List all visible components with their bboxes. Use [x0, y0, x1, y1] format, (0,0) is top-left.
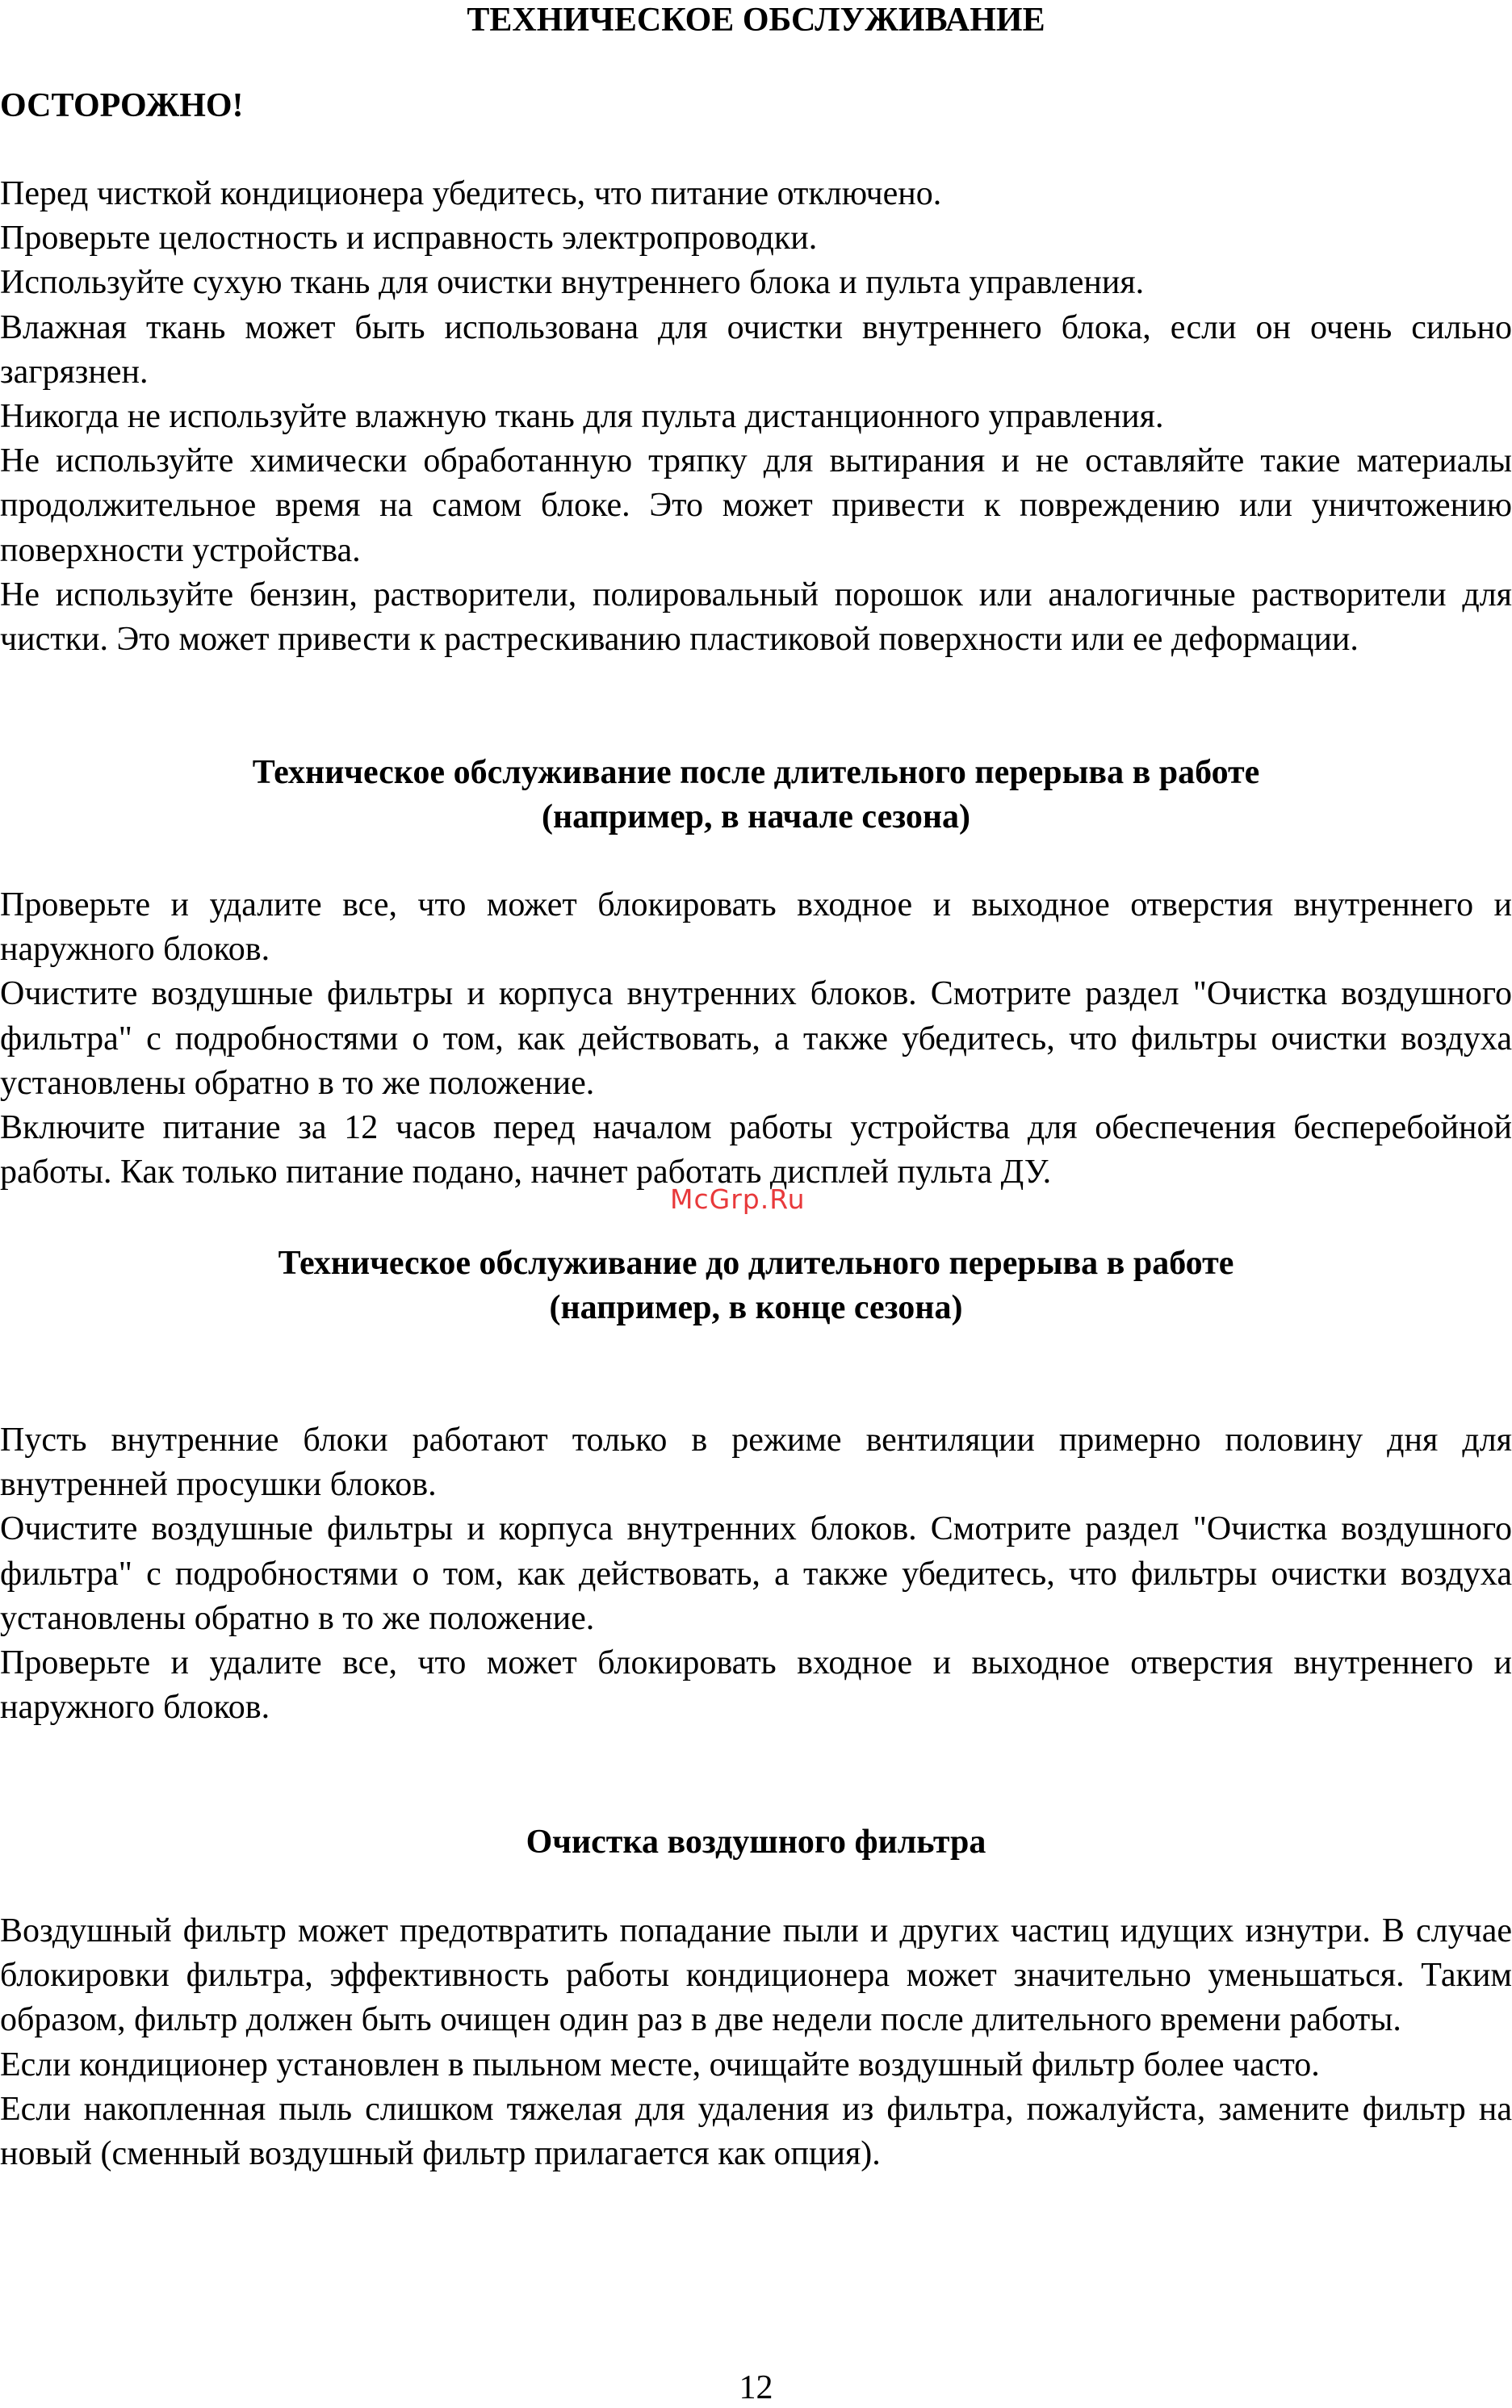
paragraph: Пусть внутренние блоки работают только в режиме вентиляции примерно половину дня для внутренней просушки блоков.: [0, 1422, 1512, 1504]
heading-line: (например, в конце сезона): [549, 1289, 963, 1326]
heading-line: Техническое обслуживание до длительного перерыва в работе: [278, 1245, 1234, 1282]
paragraph: Влажная ткань может быть использована для очистки внутреннего блока, если он очень сильно загрязнен.: [0, 308, 1512, 391]
paragraph: Очистите воздушные фильтры и корпуса внутренних блоков. Смотрите раздел "Очистка воздушного фильтра" с подробностями о том, как действовать, а также убедитесь, что фильтры очистки воздуха установлены обратно в то же положение.: [0, 1510, 1512, 1637]
paragraph: Никогда не используйте влажную ткань для пульта дистанционного управления.: [0, 398, 1164, 436]
section-after-break-body: [0, 883, 1512, 1195]
paragraph: Очистите воздушные фильтры и корпуса внутренних блоков. Смотрите раздел "Очистка воздушного фильтра" с подробностями о том, как действовать, а также убедитесь, что фильтры очистки воздуха установлены обратно в то же положение.: [0, 975, 1512, 1102]
warning-label: ОСТОРОЖНО!: [0, 87, 244, 124]
paragraph: Не используйте химически обработанную тряпку для вытирания и не оставляйте такие материалы продолжительное время на самом блоке. Это может привести к повреждению или уничтожению поверхности устройства.: [0, 442, 1512, 569]
watermark: McGrp.Ru: [670, 1183, 806, 1215]
warning-paragraphs: [0, 172, 1512, 662]
paragraph: Если кондиционер установлен в пыльном месте, очищайте воздушный фильтр более часто.: [0, 2046, 1320, 2083]
section-filter-body: [0, 1909, 1512, 2176]
paragraph: Включите питание за 12 часов перед началом работы устройства для обеспечения бесперебойной работы. Как только питание подано, начнет работать дисплей пульта ДУ.: [0, 1109, 1512, 1191]
heading-line: Техническое обслуживание после длительного перерыва в работе: [252, 754, 1260, 791]
heading-line: (например, в начале сезона): [541, 798, 971, 835]
section-before-break-body: [0, 1418, 1512, 1730]
paragraph: Если накопленная пыль слишком тяжелая для удаления из фильтра, пожалуйста, замените фильтр на новый (сменный воздушный фильтр прилагается как опция).: [0, 2090, 1512, 2173]
document-title: ТЕХНИЧЕСКОЕ ОБСЛУЖИВАНИЕ: [467, 2, 1045, 39]
section-heading-before-break: [0, 1242, 1512, 1330]
paragraph: Воздушный фильтр может предотвратить попадание пыли и других частиц идущих изнутри. В случае блокировки фильтра, эффективность работы кондиционера может значительно уменьшаться. Таким образом, фильтр должен быть очищен один раз в две недели после длительного времени работы.: [0, 1912, 1512, 2039]
paragraph: Проверьте и удалите все, что может блокировать входное и выходное отверстия внутреннего и наружного блоков.: [0, 886, 1512, 969]
paragraph: Проверьте целостность и исправность электропроводки.: [0, 220, 818, 258]
page-number: 12: [739, 2369, 773, 2406]
section-heading-filter: Очистка воздушного фильтра: [526, 1824, 986, 1861]
paragraph: Проверьте и удалите все, что может блокировать входное и выходное отверстия внутреннего и наружного блоков.: [0, 1644, 1512, 1727]
paragraph: Перед чисткой кондиционера убедитесь, что питание отключено.: [0, 175, 942, 212]
section-heading-after-break: [0, 751, 1512, 840]
paragraph: Не используйте бензин, растворители, полировальный порошок или аналогичные растворители для чистки. Это может привести к растрескиванию пластиковой поверхности или ее деформации.: [0, 576, 1512, 659]
paragraph: Используйте сухую ткань для очистки внутреннего блока и пульта управления.: [0, 264, 1145, 302]
